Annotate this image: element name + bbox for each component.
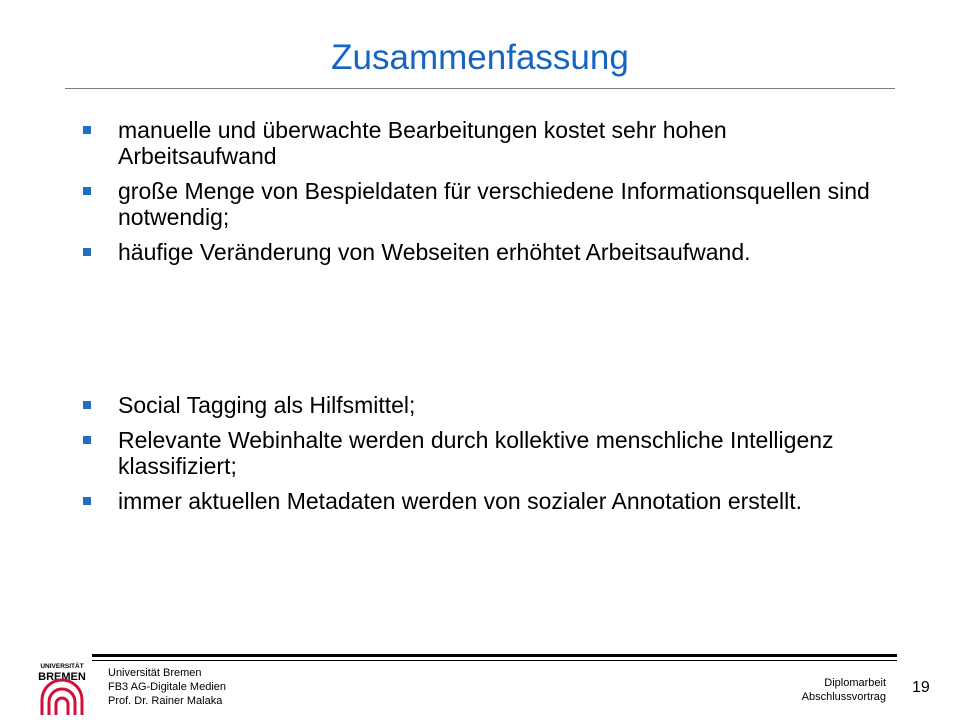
footer-divider-thin xyxy=(92,660,897,661)
bullet-list-bottom xyxy=(82,392,882,523)
thesis-label: Diplomarbeit xyxy=(824,677,886,689)
logo-label-top: UNIVERSITÄT xyxy=(40,663,84,670)
square-bullet-icon xyxy=(83,126,91,134)
bullet-item xyxy=(82,178,882,230)
page-number: 19 xyxy=(912,679,930,696)
square-bullet-icon xyxy=(83,248,91,256)
title-divider xyxy=(65,88,895,89)
bullet-item xyxy=(82,117,882,169)
logo-emblem xyxy=(42,680,82,715)
university-info xyxy=(108,666,226,708)
university-name: Universität Bremen xyxy=(108,667,202,679)
bullet-text: manuelle und überwachte Bearbeitungen kostet sehr hohen Arbeitsaufwand xyxy=(118,117,727,169)
bullet-item xyxy=(82,427,882,479)
slide-title: Zusammenfassung xyxy=(331,38,629,77)
square-bullet-icon xyxy=(83,436,91,444)
square-bullet-icon xyxy=(83,401,91,409)
university-logo xyxy=(34,660,90,716)
square-bullet-icon xyxy=(83,497,91,505)
footer-divider xyxy=(92,654,897,657)
bullet-text: häufige Veränderung von Webseiten erhöhtet Arbeitsaufwand. xyxy=(118,239,751,265)
department-name: FB3 AG-Digitale Medien xyxy=(108,681,226,693)
talk-label: Abschlussvortrag xyxy=(801,691,886,703)
bullet-list-top xyxy=(82,117,882,274)
presentation-info xyxy=(802,676,886,704)
square-bullet-icon xyxy=(83,187,91,195)
bullet-text: Social Tagging als Hilfsmittel; xyxy=(118,392,416,418)
logo-label-name: BREMEN xyxy=(38,671,86,683)
bullet-item xyxy=(82,392,882,418)
professor-name: Prof. Dr. Rainer Malaka xyxy=(108,695,223,707)
bullet-item xyxy=(82,239,882,265)
bullet-item xyxy=(82,488,882,514)
bullet-text: Relevante Webinhalte werden durch kollektive menschliche Intelligenz klassifiziert; xyxy=(118,427,834,479)
bullet-text: große Menge von Bespieldaten für verschiedene Informationsquellen sind notwendig; xyxy=(118,178,870,230)
bullet-text: immer aktuellen Metadaten werden von sozialer Annotation erstellt. xyxy=(118,488,802,514)
